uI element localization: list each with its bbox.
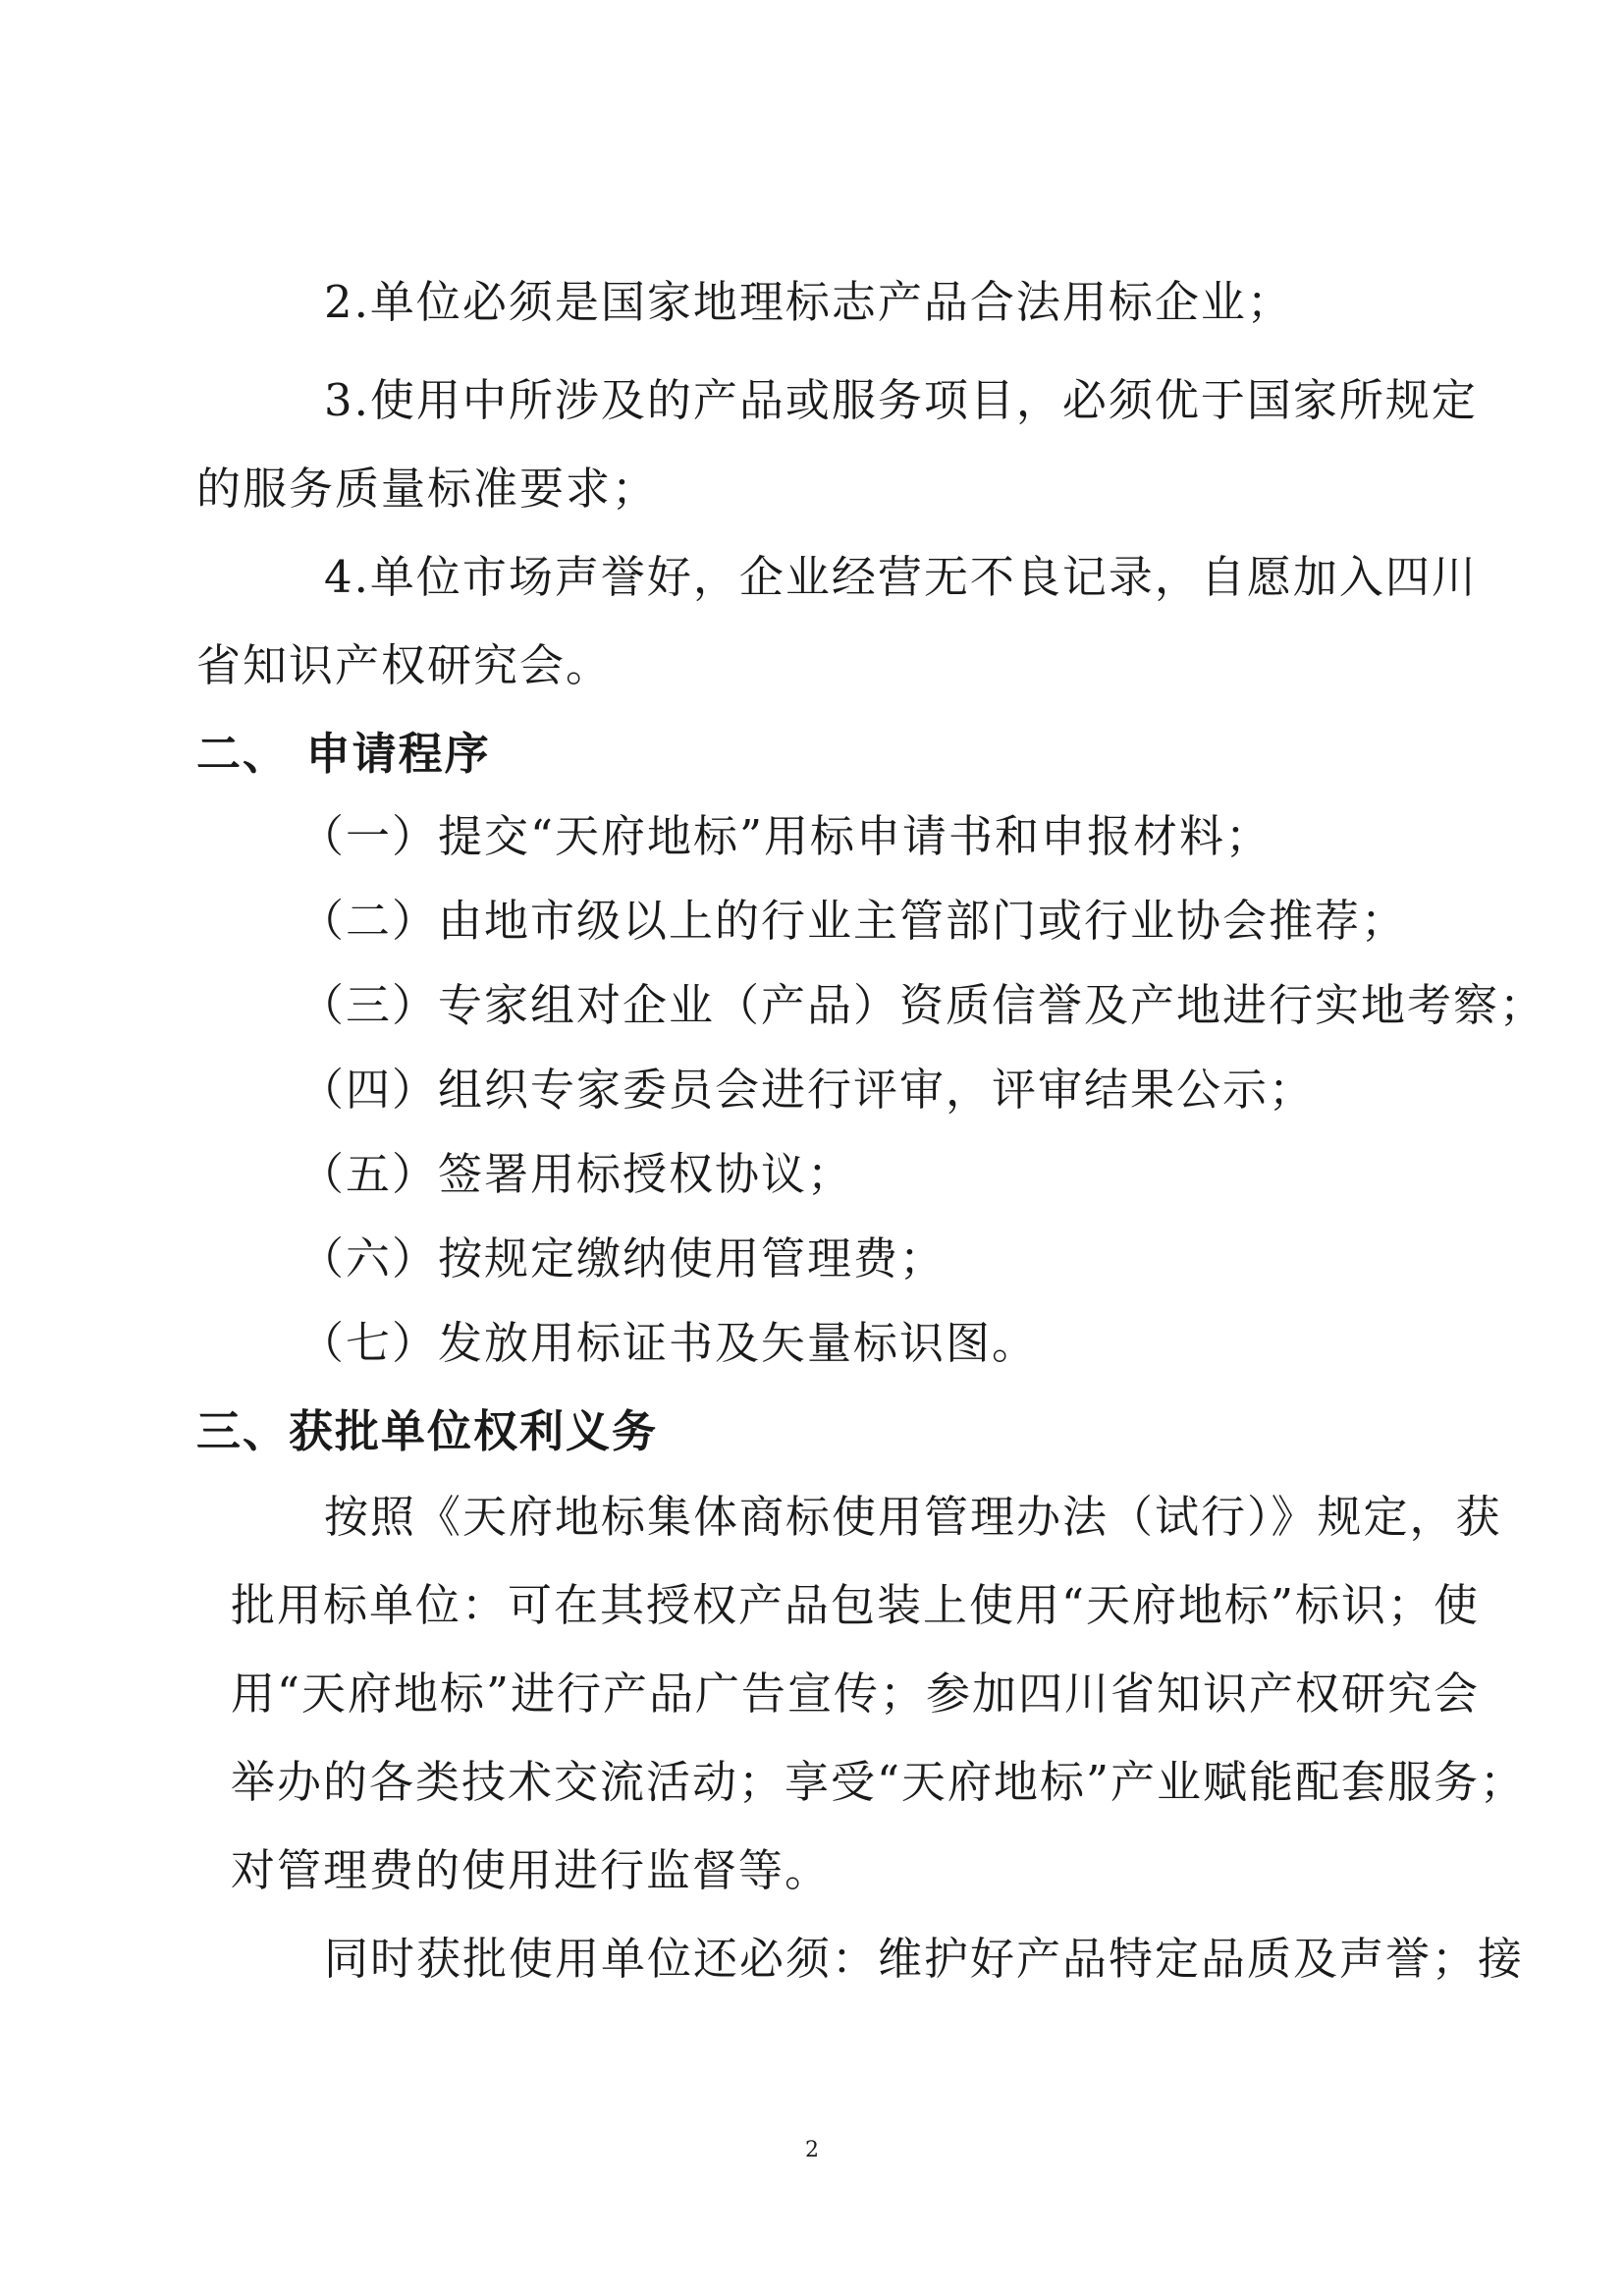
condition-item-3-cont: 的服务质量标准要求； xyxy=(196,463,659,515)
procedure-step-4: （四）组织专家委员会进行评审，评审结果公示； xyxy=(299,1064,1316,1116)
procedure-step-5: （五）签署用标授权协议； xyxy=(299,1148,854,1200)
rights-paragraph-line-4: 举办的各类技术交流活动；享受“天府地标”产业赋能配套服务； xyxy=(231,1756,1527,1808)
procedure-step-1: （一）提交“天府地标”用标申请书和申报材料； xyxy=(299,810,1272,862)
condition-item-3: 3.使用中所涉及的产品或服务项目，必须优于国家所规定 xyxy=(324,374,1478,426)
obligations-paragraph-line-1: 同时获批使用单位还必须：维护好产品特定品质及声誉；接 xyxy=(324,1933,1525,1985)
condition-item-4: 4.单位市场声誉好，企业经营无不良记录，自愿加入四川 xyxy=(324,551,1478,603)
page-number: 2 xyxy=(805,2138,819,2162)
procedure-step-2: （二）由地市级以上的行业主管部门或行业协会推荐； xyxy=(299,895,1408,947)
condition-item-2: 2.单位必须是国家地理标志产品合法用标企业； xyxy=(324,276,1293,328)
procedure-step-7: （七）发放用标证书及矢量标识图。 xyxy=(299,1317,1039,1369)
rights-paragraph-line-5: 对管理费的使用进行监督等。 xyxy=(231,1844,832,1896)
section-heading-rights-obligations: 三、获批单位权利义务 xyxy=(196,1405,659,1457)
section-heading-application-procedure: 二、 申请程序 xyxy=(196,728,491,780)
procedure-step-6: （六）按规定缴纳使用管理费； xyxy=(299,1232,947,1285)
rights-paragraph-line-2: 批用标单位：可在其授权产品包装上使用“天府地标”标识；使 xyxy=(231,1579,1481,1631)
rights-paragraph-line-3: 用“天府地标”进行产品广告宣传；参加四川省知识产权研究会 xyxy=(231,1667,1481,1720)
condition-item-4-cont: 省知识产权研究会。 xyxy=(196,639,613,691)
procedure-step-3: （三）专家组对企业（产品）资质信誉及产地进行实地考察； xyxy=(299,979,1546,1031)
rights-paragraph-line-1: 按照《天府地标集体商标使用管理办法（试行）》规定，获 xyxy=(324,1491,1502,1543)
